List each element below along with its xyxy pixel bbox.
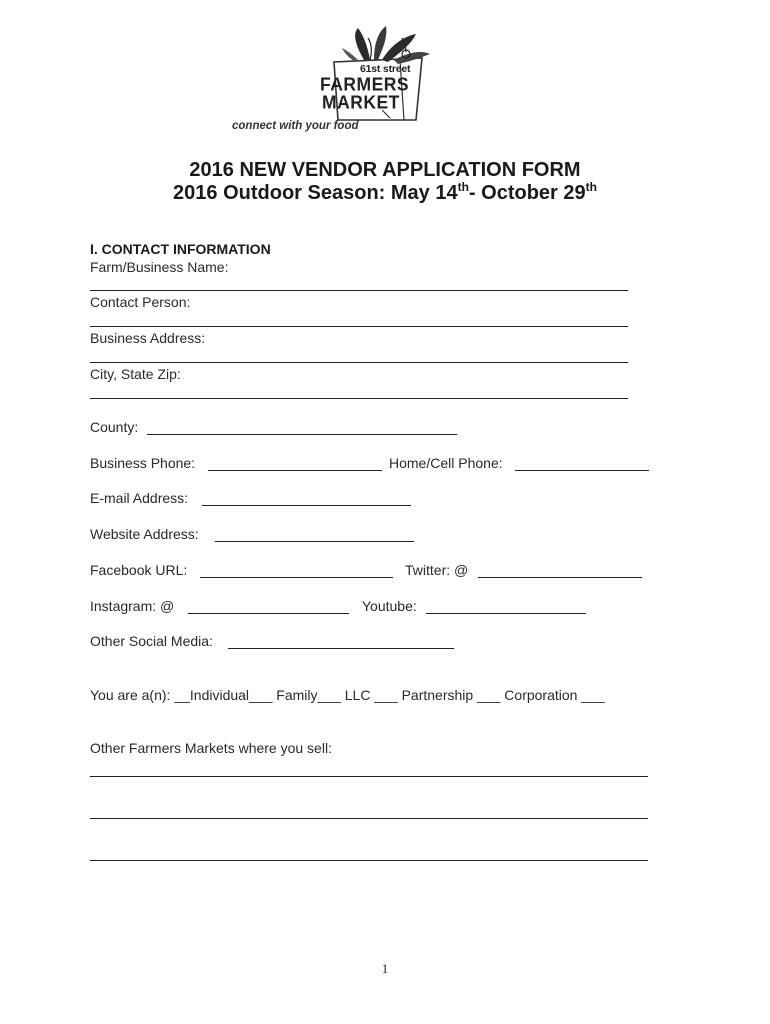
other-markets-line-1[interactable] xyxy=(90,776,648,777)
contact-person-label: Contact Person: xyxy=(90,294,191,310)
logo-tagline: connect with your food xyxy=(232,120,359,132)
city-state-zip-field[interactable] xyxy=(90,398,628,399)
email-address-label: E-mail Address: xyxy=(90,490,189,506)
farm-business-name-label: Farm/Business Name: xyxy=(90,259,229,275)
youtube-label: Youtube: xyxy=(362,598,417,614)
county-field[interactable] xyxy=(147,434,457,435)
page-number: 1 xyxy=(381,961,389,976)
instagram-field[interactable] xyxy=(188,613,349,614)
section-heading: I. CONTACT INFORMATION xyxy=(90,241,271,257)
contact-person-field[interactable] xyxy=(90,326,628,327)
twitter-label: Twitter: @ xyxy=(405,562,469,578)
twitter-field[interactable] xyxy=(478,577,642,578)
season-subtitle-mid: - October 29 xyxy=(468,182,586,204)
website-address-field[interactable] xyxy=(215,541,414,542)
form-title: 2016 NEW VENDOR APPLICATION FORM xyxy=(189,159,581,181)
home-cell-phone-field[interactable] xyxy=(515,470,649,471)
youtube-field[interactable] xyxy=(426,613,586,614)
season-subtitle-sup2: th xyxy=(585,180,597,194)
county-label: County: xyxy=(90,419,139,435)
logo-text-line2: MARKET xyxy=(322,91,400,113)
facebook-url-label: Facebook URL: xyxy=(90,562,188,578)
logo-small-text: 61st street xyxy=(360,63,411,75)
other-markets-label: Other Farmers Markets where you sell: xyxy=(90,740,332,756)
facebook-url-field[interactable] xyxy=(200,577,393,578)
other-social-media-label: Other Social Media: xyxy=(90,633,213,649)
business-phone-label: Business Phone: xyxy=(90,455,196,471)
season-subtitle-start: 2016 Outdoor Season: May 14 xyxy=(173,182,458,204)
logo-text-line1: FARMERS xyxy=(320,73,410,95)
business-address-field[interactable] xyxy=(90,362,628,363)
season-subtitle-sup1: th xyxy=(457,180,469,194)
home-cell-phone-label: Home/Cell Phone: xyxy=(389,455,503,471)
business-address-label: Business Address: xyxy=(90,330,206,346)
other-social-media-field[interactable] xyxy=(228,648,454,649)
city-state-zip-label: City, State Zip: xyxy=(90,366,181,382)
season-subtitle xyxy=(0,180,770,204)
farmers-market-logo xyxy=(312,24,436,124)
website-address-label: Website Address: xyxy=(90,526,199,542)
entity-type-options[interactable]: You are a(n): __Individual___ Family___ LLC ___ Partnership ___ Corporation ___ xyxy=(90,687,605,703)
email-address-field[interactable] xyxy=(202,505,411,506)
instagram-label: Instagram: @ xyxy=(90,598,175,614)
other-markets-line-3[interactable] xyxy=(90,860,648,861)
farm-business-name-field[interactable] xyxy=(90,290,628,291)
other-markets-line-2[interactable] xyxy=(90,818,648,819)
business-phone-field[interactable] xyxy=(208,470,382,471)
